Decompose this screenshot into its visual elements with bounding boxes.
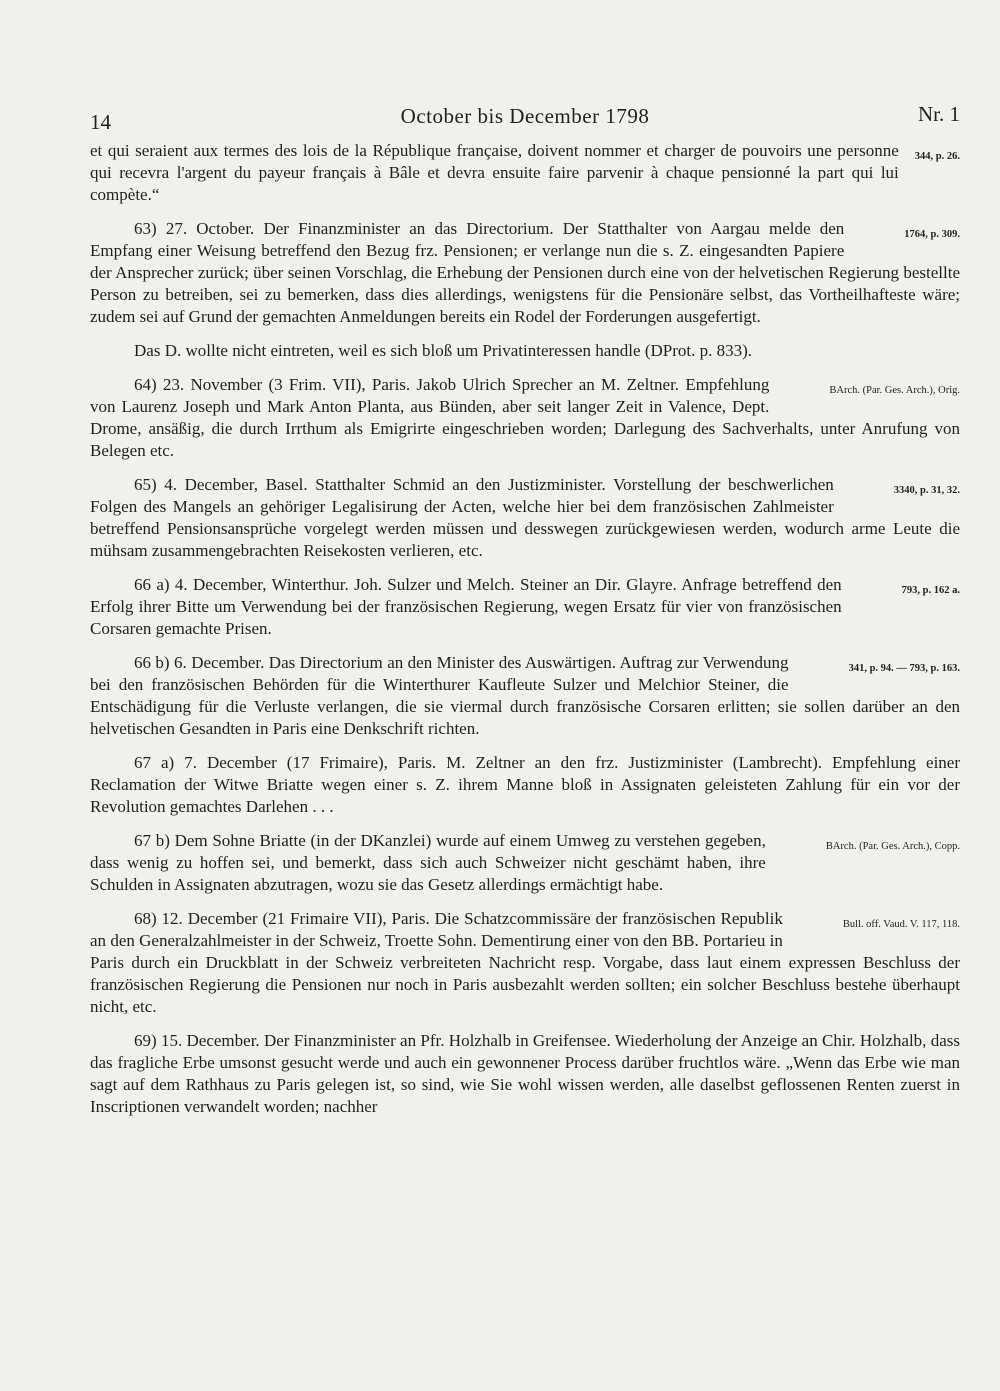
entry-66b <box>90 652 960 740</box>
entry-69 <box>90 1030 960 1118</box>
entry-64 <box>90 374 960 462</box>
entry-text: 67 b) Dem Sohne Briatte (in der DKanzlei) wurde auf einem Umweg zu verstehen gegeben, dass wenig zu hoffen sei, und bemerkt, dass sich auch Schweizer nicht geschämt haben, ihre Schulden in Assignaten abzutragen, wozu sie das Gesetz allerdings ermächtigt habe. <box>90 831 766 894</box>
entry-63 <box>90 218 960 328</box>
archive-reference: BArch. (Par. Ges. Arch.), Copp. <box>825 841 960 852</box>
entry-text: 67 a) 7. December (17 Frimaire), Paris. M. Zeltner an den frz. Justizminister (Lambrecht). Empfehlung einer Reclamation der Witwe Briatte wegen einer s. Z. ihrem Manne bloß in Assignaten geleisteten Zahlung für ein vor der Revolution gemachtes Darlehen . . . <box>90 753 960 816</box>
entry-text: 66 a) 4. December, Winterthur. Joh. Sulzer und Melch. Steiner an Dir. Glayre. Anfrage betreffend den Erfolg ihrer Bitte um Verwendung bei der französischen Regierung, wegen Ersatz für vier von französischen Corsaren gemachte Prisen. <box>90 575 842 638</box>
archive-reference: 344, p. 26. <box>914 151 960 162</box>
entry-65 <box>90 474 960 562</box>
running-header <box>90 104 960 134</box>
entry-text: Das D. wollte nicht eintreten, weil es sich bloß um Privatinteressen handle (DProt. p. 833). <box>134 341 753 360</box>
entry-text: 66 b) 6. December. Das Directorium an den Minister des Auswärtigen. Auftrag zur Verwendung bei den französischen Behörden für die Winterthurer Kaufleute Sulzer und Melchior Steiner, die Entschädigung für die Verluste verlangen, die sie viermal durch französische Corsaren erlitten; sie sollen darüber an den helvetischen Gesandten in Paris eine Denkschrift richten. <box>90 653 960 738</box>
document-body <box>90 140 960 1130</box>
archive-reference: 3340, p. 31, 32. <box>893 485 960 496</box>
entry-68 <box>90 908 960 1018</box>
entry-67b <box>90 830 960 896</box>
entry-text: et qui seraient aux termes des lois de la République française, doivent nommer et charger de pouvoirs une personne qui recevra l'argent du payeur français à Bâle et devra ensuite faire parvenir à chaque pensionné la part qui lui compète.“ <box>90 141 899 204</box>
page-number: 14 <box>90 110 111 134</box>
archive-reference: 1764, p. 309. <box>904 229 960 240</box>
entry-text: 63) 27. October. Der Finanzminister an das Directorium. Der Statthalter von Aargau melde den Empfang einer Weisung betreffend den Bezug frz. Pensionen; er verlange nun die s. Z. eingesandten Papiere der Ansprecher zurück; über seinen Vorschlag, die Erhebung der Pensionen durch eine von der helvetischen Regierung bestellte Person zu betreiben, sei zu bemerken, dass dies allerdings, wenigstens für die Pensionäre selbst, das Vortheilhafteste wäre; zudem sei auf Grund der gemachten Anmeldungen bereits ein Rodel der Forderungen ausgefertigt. <box>90 219 960 326</box>
entry-66a <box>90 574 960 640</box>
entry-63-note <box>90 340 960 362</box>
entry-text: 68) 12. December (21 Frimaire VII), Paris. Die Schatzcommissäre der französischen Republik an den Generalzahlmeister in der Schweiz, Troette Sohn. Dementirung einer von den BB. Portarieu in Paris durch ein Druckblatt in der Schweiz verbreiteten Nachricht resp. Vorgabe, dass laut einem expressen Beschluss der französischen Regierung die Pensionen nur noch in Paris ausbezahlt werden sollten; ein solcher Beschluss bestehe überhaupt nicht, etc. <box>90 909 960 1016</box>
entry-text: 69) 15. December. Der Finanzminister an Pfr. Holzhalb in Greifensee. Wiederholung der Anzeige an Chir. Holzhalb, dass das fragliche Erbe umsonst gesucht werde und auch ein gewonnener Process darüber fruchtlos wäre. „Wenn das Erbe wie man sagt auf dem Rathhaus zu Paris gelegen ist, so sind, wie Sie wohl wissen werden, alle daselbst geflossenen Renten zuerst in Inscriptionen verwandelt worden; nachher <box>90 1031 960 1116</box>
archive-reference: 793, p. 162 a. <box>901 585 960 596</box>
archive-reference: BArch. (Par. Ges. Arch.), Orig. <box>829 385 960 396</box>
entry-text: 64) 23. November (3 Frim. VII), Paris. Jakob Ulrich Sprecher an M. Zeltner. Empfehlung von Laurenz Joseph und Mark Anton Planta, aus Bünden, aber seit langer Zeit in Valence, Dept. Drome, ansäßig, die durch Irrthum als Emigrirte eingeschrieben worden; Darlegung des Sachverhalts, unter Anrufung von Belegen etc. <box>90 375 960 460</box>
archive-reference: Bull. off. Vaud. V. 117, 118. <box>842 919 960 930</box>
running-title: October bis December 1798 <box>400 104 650 128</box>
entry-text: 65) 4. December, Basel. Statthalter Schmid an den Justizminister. Vorstellung der beschwerlichen Folgen des Mangels an gehöriger Legalisirung der Acten, welche hier bei dem französischen Zahlmeister betreffend Pensionsansprüche vorgelegt werden müssen und desswegen zurückgewiesen werden, wodurch arme Leute die mühsam zusammengebrachten Reisekosten verlieren, etc. <box>90 475 960 560</box>
entry-67a <box>90 752 960 818</box>
entry-continuation <box>90 140 960 206</box>
section-number: Nr. 1 <box>918 102 960 126</box>
archive-reference: 341, p. 94. — 793, p. 163. <box>848 663 960 674</box>
